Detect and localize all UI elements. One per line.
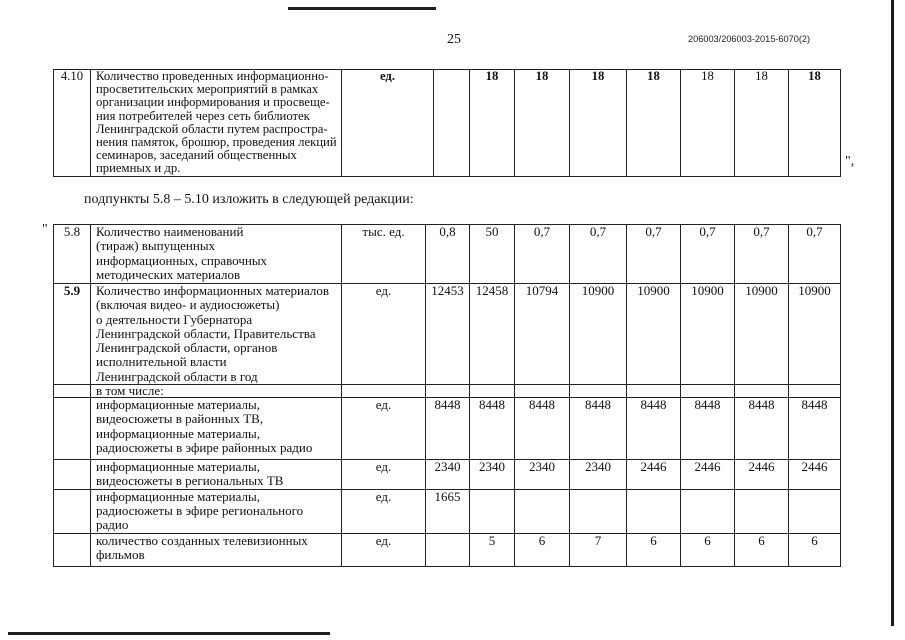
table-row — [54, 460, 841, 490]
row-number-cell — [54, 489, 91, 533]
value-cell — [570, 385, 627, 398]
opening-quote-mark: " — [42, 222, 48, 237]
value-cell: 5 — [470, 533, 515, 566]
value-cell: 10900 — [789, 284, 841, 385]
value-cell: 0,8 — [426, 225, 470, 284]
document-code: 206003/206003-2015-6070(2) — [688, 34, 811, 44]
value-cell: 8448 — [735, 398, 789, 460]
table-row — [54, 489, 841, 533]
unit-cell — [342, 385, 426, 398]
indicator-name-cell: в том числе: — [91, 385, 342, 398]
unit-cell: ед. — [342, 489, 426, 533]
value-cell: 6 — [681, 533, 735, 566]
value-cell: 18 — [735, 70, 789, 177]
table-row — [54, 533, 841, 566]
row-number-cell: 5.9 — [54, 284, 91, 385]
value-cell: 1665 — [426, 489, 470, 533]
value-cell — [426, 533, 470, 566]
value-cell: 2446 — [735, 460, 789, 490]
row-number-cell — [54, 460, 91, 490]
value-cell: 50 — [470, 225, 515, 284]
row-number-cell: 5.8 — [54, 225, 91, 284]
table-row — [54, 70, 841, 177]
closing-quote-mark: ", — [845, 154, 855, 169]
value-cell — [470, 489, 515, 533]
value-cell: 10900 — [570, 284, 627, 385]
value-cell — [627, 385, 681, 398]
indicator-name-cell: Количество наименований (тираж) выпущенных информационных, справочных методических материалов — [91, 225, 342, 284]
value-cell: 0,7 — [681, 225, 735, 284]
value-cell — [789, 385, 841, 398]
value-cell — [470, 385, 515, 398]
indicator-name-cell: количество созданных телевизионных фильмов — [91, 533, 342, 566]
table-row — [54, 385, 841, 398]
value-cell: 18 — [789, 70, 841, 177]
table-row — [54, 225, 841, 284]
value-cell: 8448 — [789, 398, 841, 460]
value-cell — [570, 489, 627, 533]
value-cell: 7 — [570, 533, 627, 566]
value-cell: 18 — [470, 70, 515, 177]
value-cell — [735, 489, 789, 533]
value-cell: 0,7 — [515, 225, 570, 284]
value-cell: 8448 — [515, 398, 570, 460]
unit-cell: ед. — [342, 398, 426, 460]
value-cell — [735, 385, 789, 398]
indicator-name-cell: информационные материалы, видеосюжеты в районных ТВ, информационные материалы, радиосюжеты в эфире районных радио — [91, 398, 342, 460]
page-number: 25 — [447, 32, 461, 47]
row-number-cell — [54, 398, 91, 460]
table-row — [54, 284, 841, 385]
indicator-name-cell: информационные материалы, видеосюжеты в региональных ТВ — [91, 460, 342, 490]
unit-cell: ед. — [342, 70, 434, 177]
value-cell: 2446 — [789, 460, 841, 490]
bottom-rule-line — [8, 632, 330, 635]
value-cell — [681, 385, 735, 398]
value-cell: 10900 — [681, 284, 735, 385]
value-cell: 12458 — [470, 284, 515, 385]
value-cell — [627, 489, 681, 533]
indicator-name-cell: информационные материалы, радиосюжеты в эфире регионального радио — [91, 489, 342, 533]
value-cell: 8448 — [570, 398, 627, 460]
indicator-name-cell: Количество информационных материалов (включая видео- и аудиосюжеты) о деятельности Губернатора Ленинградской области, Правительства Ленинградской области, органов исполнительной власти Ленинградской области в год — [91, 284, 342, 385]
indicator-table-5-8-5-10 — [53, 224, 841, 567]
value-cell — [426, 385, 470, 398]
value-cell — [515, 489, 570, 533]
value-cell: 2446 — [681, 460, 735, 490]
value-cell: 2446 — [627, 460, 681, 490]
value-cell — [434, 70, 470, 177]
unit-cell: ед. — [342, 284, 426, 385]
value-cell: 18 — [570, 70, 627, 177]
unit-cell: ед. — [342, 533, 426, 566]
value-cell: 0,7 — [627, 225, 681, 284]
value-cell — [515, 385, 570, 398]
table-row — [54, 398, 841, 460]
value-cell: 2340 — [470, 460, 515, 490]
value-cell: 18 — [627, 70, 681, 177]
value-cell: 10794 — [515, 284, 570, 385]
value-cell: 0,7 — [735, 225, 789, 284]
row-number-cell — [54, 385, 91, 398]
value-cell: 8448 — [681, 398, 735, 460]
value-cell: 8448 — [470, 398, 515, 460]
top-rule-line — [288, 7, 436, 10]
value-cell: 2340 — [570, 460, 627, 490]
value-cell: 18 — [515, 70, 570, 177]
value-cell: 6 — [789, 533, 841, 566]
value-cell: 18 — [681, 70, 735, 177]
scan-edge-line — [891, 0, 894, 626]
value-cell: 8448 — [627, 398, 681, 460]
value-cell: 6 — [735, 533, 789, 566]
unit-cell: ед. — [342, 460, 426, 490]
value-cell: 0,7 — [789, 225, 841, 284]
amendment-instruction: подпункты 5.8 – 5.10 изложить в следующей редакции: — [84, 192, 414, 207]
value-cell: 10900 — [735, 284, 789, 385]
indicator-table-4-10 — [53, 69, 841, 177]
value-cell — [789, 489, 841, 533]
value-cell: 10900 — [627, 284, 681, 385]
value-cell — [681, 489, 735, 533]
unit-cell: тыс. ед. — [342, 225, 426, 284]
value-cell: 0,7 — [570, 225, 627, 284]
value-cell: 2340 — [426, 460, 470, 490]
value-cell: 8448 — [426, 398, 470, 460]
value-cell: 2340 — [515, 460, 570, 490]
value-cell: 6 — [515, 533, 570, 566]
value-cell: 6 — [627, 533, 681, 566]
row-number-cell — [54, 533, 91, 566]
row-number-cell: 4.10 — [54, 70, 91, 177]
indicator-name-cell: Количество проведенных информационно- просветительских мероприятий в рамках организации информирования и просвеще- ния потребителей через сеть библиотек Ленинградской области путем распростра- нения памяток, брошюр, проведения лекций семинаров, заседаний общественных приемных и др. — [91, 70, 342, 177]
value-cell: 12453 — [426, 284, 470, 385]
